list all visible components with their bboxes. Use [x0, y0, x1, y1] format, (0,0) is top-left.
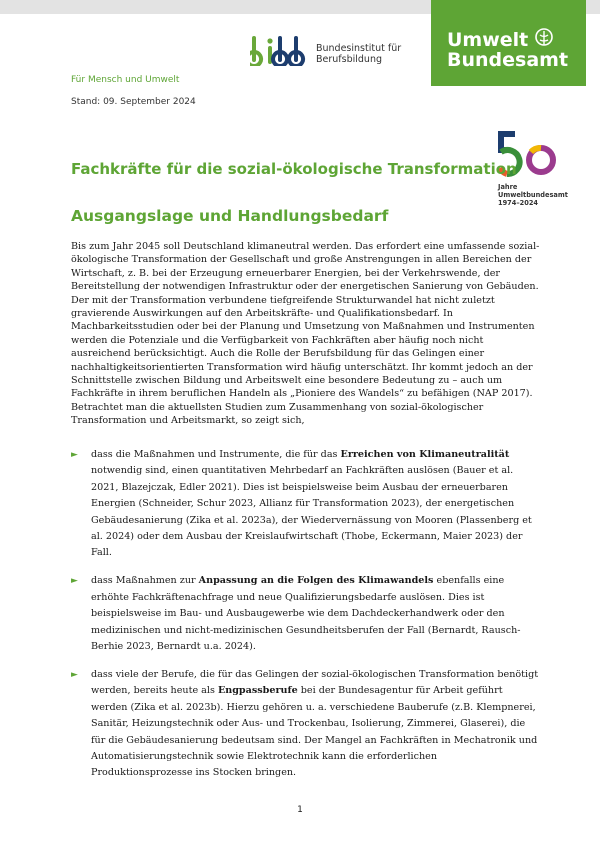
list-item — [71, 573, 541, 655]
triangle-bullet-icon: ► — [71, 450, 78, 460]
anniversary-line1: Jahre — [498, 183, 518, 191]
list-item — [71, 667, 541, 782]
triangle-bullet-icon: ► — [71, 669, 78, 680]
intro-paragraph: Bis zum Jahr 2045 soll Deutschland klimaneutral werden. Das erfordert eine umfassende sozial-ökologische Transformation der Gesellschaft und große Anstrengungen in allen Bereichen der Wirtschaft, z. B. bei der Erzeugung erneuerbarer Energien, bei der Verkehrswende, der Bereitstellung der notwendigen Infrastruktur oder der energetischen Sanierung von Gebäuden. Der mit der Transformation verbundene tiefgreifende Strukturwandel hat nicht zuletzt gravierende Auswirkungen auf den Arbeitskräfte- und Qualifikationsbedarf. In Machbarkeitsstudien oder bei der Planung und Umsetzung von Maßnahmen und Instrumenten werden die Potenziale und die Verfügbarkeit von Fachkräften aber häufig noch nicht ausreichend berücksichtigt. Auch die Rolle der Berufsbildung für das Gelingen einer nachhaltigkeitsorientierten Transformation wird häufig unterschätzt. Ihr kommt jedoch an der Schnittstelle zwischen Bildung und Arbeitswelt eine besondere Bedeutung zu – auch um Fachkräfte in ihrem beruflichen Handeln als „Pioniere des Wandels“ zu befähigen (NAP 2017). Betrachtet man die aktuellsten Studien zum Zusammenhang von sozial-ökologischer Transformation und Arbeitsmarkt, so zeigt sich, — [71, 241, 540, 427]
bullet-text-after: ebenfalls eine erhöhte Fachkräftenachfrage und neue Qualifizierungsbedarfe auslösen. Dies ist beispielsweise im Bau- und Ausbaugewerbe wie dem Dachdeckerhandwerk oder den medizinischen und nicht-medizinischen Gesundheitsberufen der Fall (Bernardt, Rausch-Berhie 2023, Bernardt u.a. 2024). — [91, 575, 521, 652]
bullet-text-before: dass viele der Berufe, die für das Gelingen der sozial-ökologischen Transformation benötigt werden, bereits heute als — [91, 668, 539, 697]
bullet-text-before: dass die Maßnahmen und Instrumente, die für das — [91, 449, 341, 460]
bibb-name — [316, 43, 401, 65]
findings-list — [71, 447, 541, 793]
anniversary-line2: Umweltbundesamt — [498, 191, 568, 199]
bullet-text-before: dass Maßnahmen zur — [91, 575, 199, 587]
bullet-text-after: notwendig sind, einen quantitativen Mehrbedarf an Fachkräften auslösen (Bauer et al. 2021, Blazejczak, Edler 2021). Dies ist beispielsweise beim Ausbau der erneuerbaren Energien (Schneider, Schur 2023, Allianz für Transformation 2023), der energetischen Gebäudesanierung (Zika et al. 2023a), der Wiedervernässung von Mooren (Plassenberg et al. 2024) oder dem Ausbau der Kreislaufwirtschaft (Thobe, Eckermann, Maier 2023) der Fall. — [91, 465, 532, 559]
document-title: Fachkräfte für die sozial-ökologische Transformation — [71, 160, 517, 178]
anniversary-text — [498, 183, 568, 207]
bullet-bold-text: Engpassberufe — [217, 685, 298, 697]
page-number: 1 — [297, 805, 303, 815]
bullet-bold-text: Erreichen von Klimaneutralität — [340, 449, 510, 460]
uba-logo-line2: Bundesamt — [447, 49, 569, 71]
uba-logo-line1: Umwelt — [447, 29, 529, 51]
anniversary-line3: 1974–2024 — [498, 199, 539, 207]
triangle-bullet-icon: ► — [71, 576, 78, 587]
bibb-name-line1: Bundesinstitut für — [316, 43, 402, 54]
document-date: Stand: 09. September 2024 — [71, 97, 196, 107]
bibb-logo-mark — [250, 36, 312, 66]
uba-emblem-icon — [535, 28, 553, 48]
list-item — [71, 447, 541, 562]
bibb-logo — [250, 36, 400, 70]
section-title: Ausgangslage und Handlungsbedarf — [71, 207, 389, 225]
bibb-name-line2: Berufsbildung — [316, 54, 382, 65]
umweltbundesamt-logo — [431, 0, 586, 86]
bullet-bold-text: Anpassung an die Folgen des Klimawandels — [198, 575, 434, 587]
bullet-text-after: bei der Bundesagentur für Arbeit geführt werden (Zika et al. 2023b). Hierzu gehören u. a. verschiedene Bauberufe (z.B. Klempnerei, Sanitär, Heizungstechnik oder Aus- und Trockenbau, Isolierung, Zimmerei, Glaserei), die für die Gebäudesanierung bedeutsam sind. Der Mangel an Fachkräften in Mechatronik und Automatisierungstechnik sowie Elektrotechnik kann die erforderlichen Produktionsprozesse ins Stocken bringen. — [91, 685, 538, 779]
tagline: Für Mensch und Umwelt — [71, 75, 180, 85]
